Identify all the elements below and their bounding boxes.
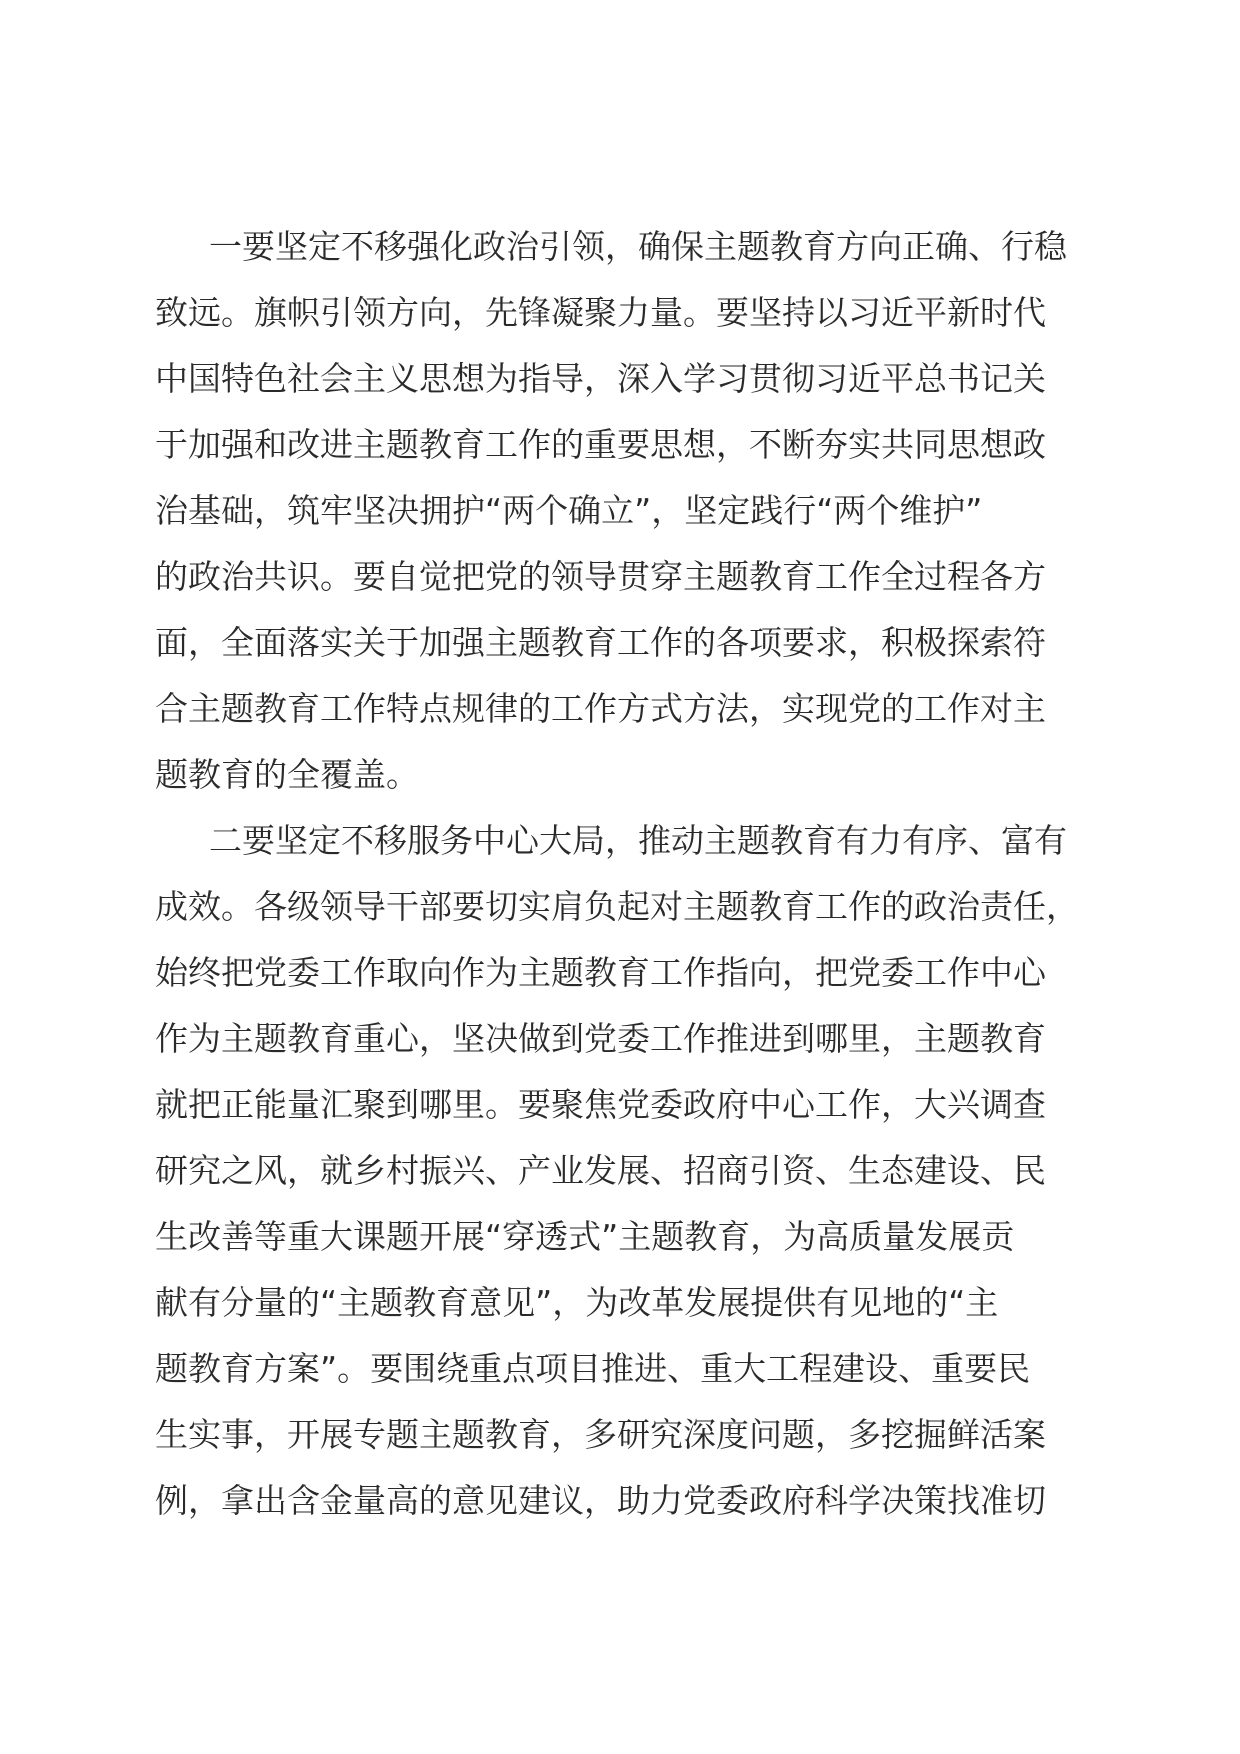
paragraph-1 xyxy=(155,214,1085,808)
text-line: 就把正能量汇聚到哪里。要聚焦党委政府中心工作，大兴调查 xyxy=(155,1085,1046,1124)
text-line: 例，拿出含金量高的意见建议，助力党委政府科学决策找准切 xyxy=(155,1481,1046,1520)
document-body xyxy=(155,214,1085,1534)
text-line: 作为主题教育重心，坚决做到党委工作推进到哪里，主题教育 xyxy=(155,1019,1046,1058)
text-line: 于加强和改进主题教育工作的重要思想，不断夯实共同思想政 xyxy=(155,425,1046,464)
text-line: 题教育的全覆盖。 xyxy=(155,755,419,794)
text-line: 始终把党委工作取向作为主题教育工作指向，把党委工作中心 xyxy=(155,953,1046,992)
text-line: 生改善等重大课题开展“穿透式”主题教育，为高质量发展贡 xyxy=(155,1217,1015,1256)
text-line: 成效。各级领导干部要切实肩负起对主题教育工作的政治责任， xyxy=(155,887,1079,926)
text-line: 一要坚定不移强化政治引领，确保主题教育方向正确、行稳 xyxy=(209,227,1067,266)
text-line: 中国特色社会主义思想为指导，深入学习贯彻习近平总书记关 xyxy=(155,359,1046,398)
text-line: 研究之风，就乡村振兴、产业发展、招商引资、生态建设、民 xyxy=(155,1151,1046,1190)
text-line: 治基础，筑牢坚决拥护“两个确立”，坚定践行“两个维护” xyxy=(155,491,983,530)
text-line: 致远。旗帜引领方向，先锋凝聚力量。要坚持以习近平新时代 xyxy=(155,293,1046,332)
text-line: 合主题教育工作特点规律的工作方式方法，实现党的工作对主 xyxy=(155,689,1046,728)
text-line: 生实事，开展专题主题教育，多研究深度问题，多挖掘鲜活案 xyxy=(155,1415,1046,1454)
text-line: 的政治共识。要自觉把党的领导贯穿主题教育工作全过程各方 xyxy=(155,557,1046,596)
paragraph-2 xyxy=(155,808,1085,1534)
text-line: 二要坚定不移服务中心大局，推动主题教育有力有序、富有 xyxy=(209,821,1067,860)
text-line: 面，全面落实关于加强主题教育工作的各项要求，积极探索符 xyxy=(155,623,1046,662)
text-line: 题教育方案”。要围绕重点项目推进、重大工程建设、重要民 xyxy=(155,1349,1031,1388)
text-line: 献有分量的“主题教育意见”，为改革发展提供有见地的“主 xyxy=(155,1283,999,1322)
